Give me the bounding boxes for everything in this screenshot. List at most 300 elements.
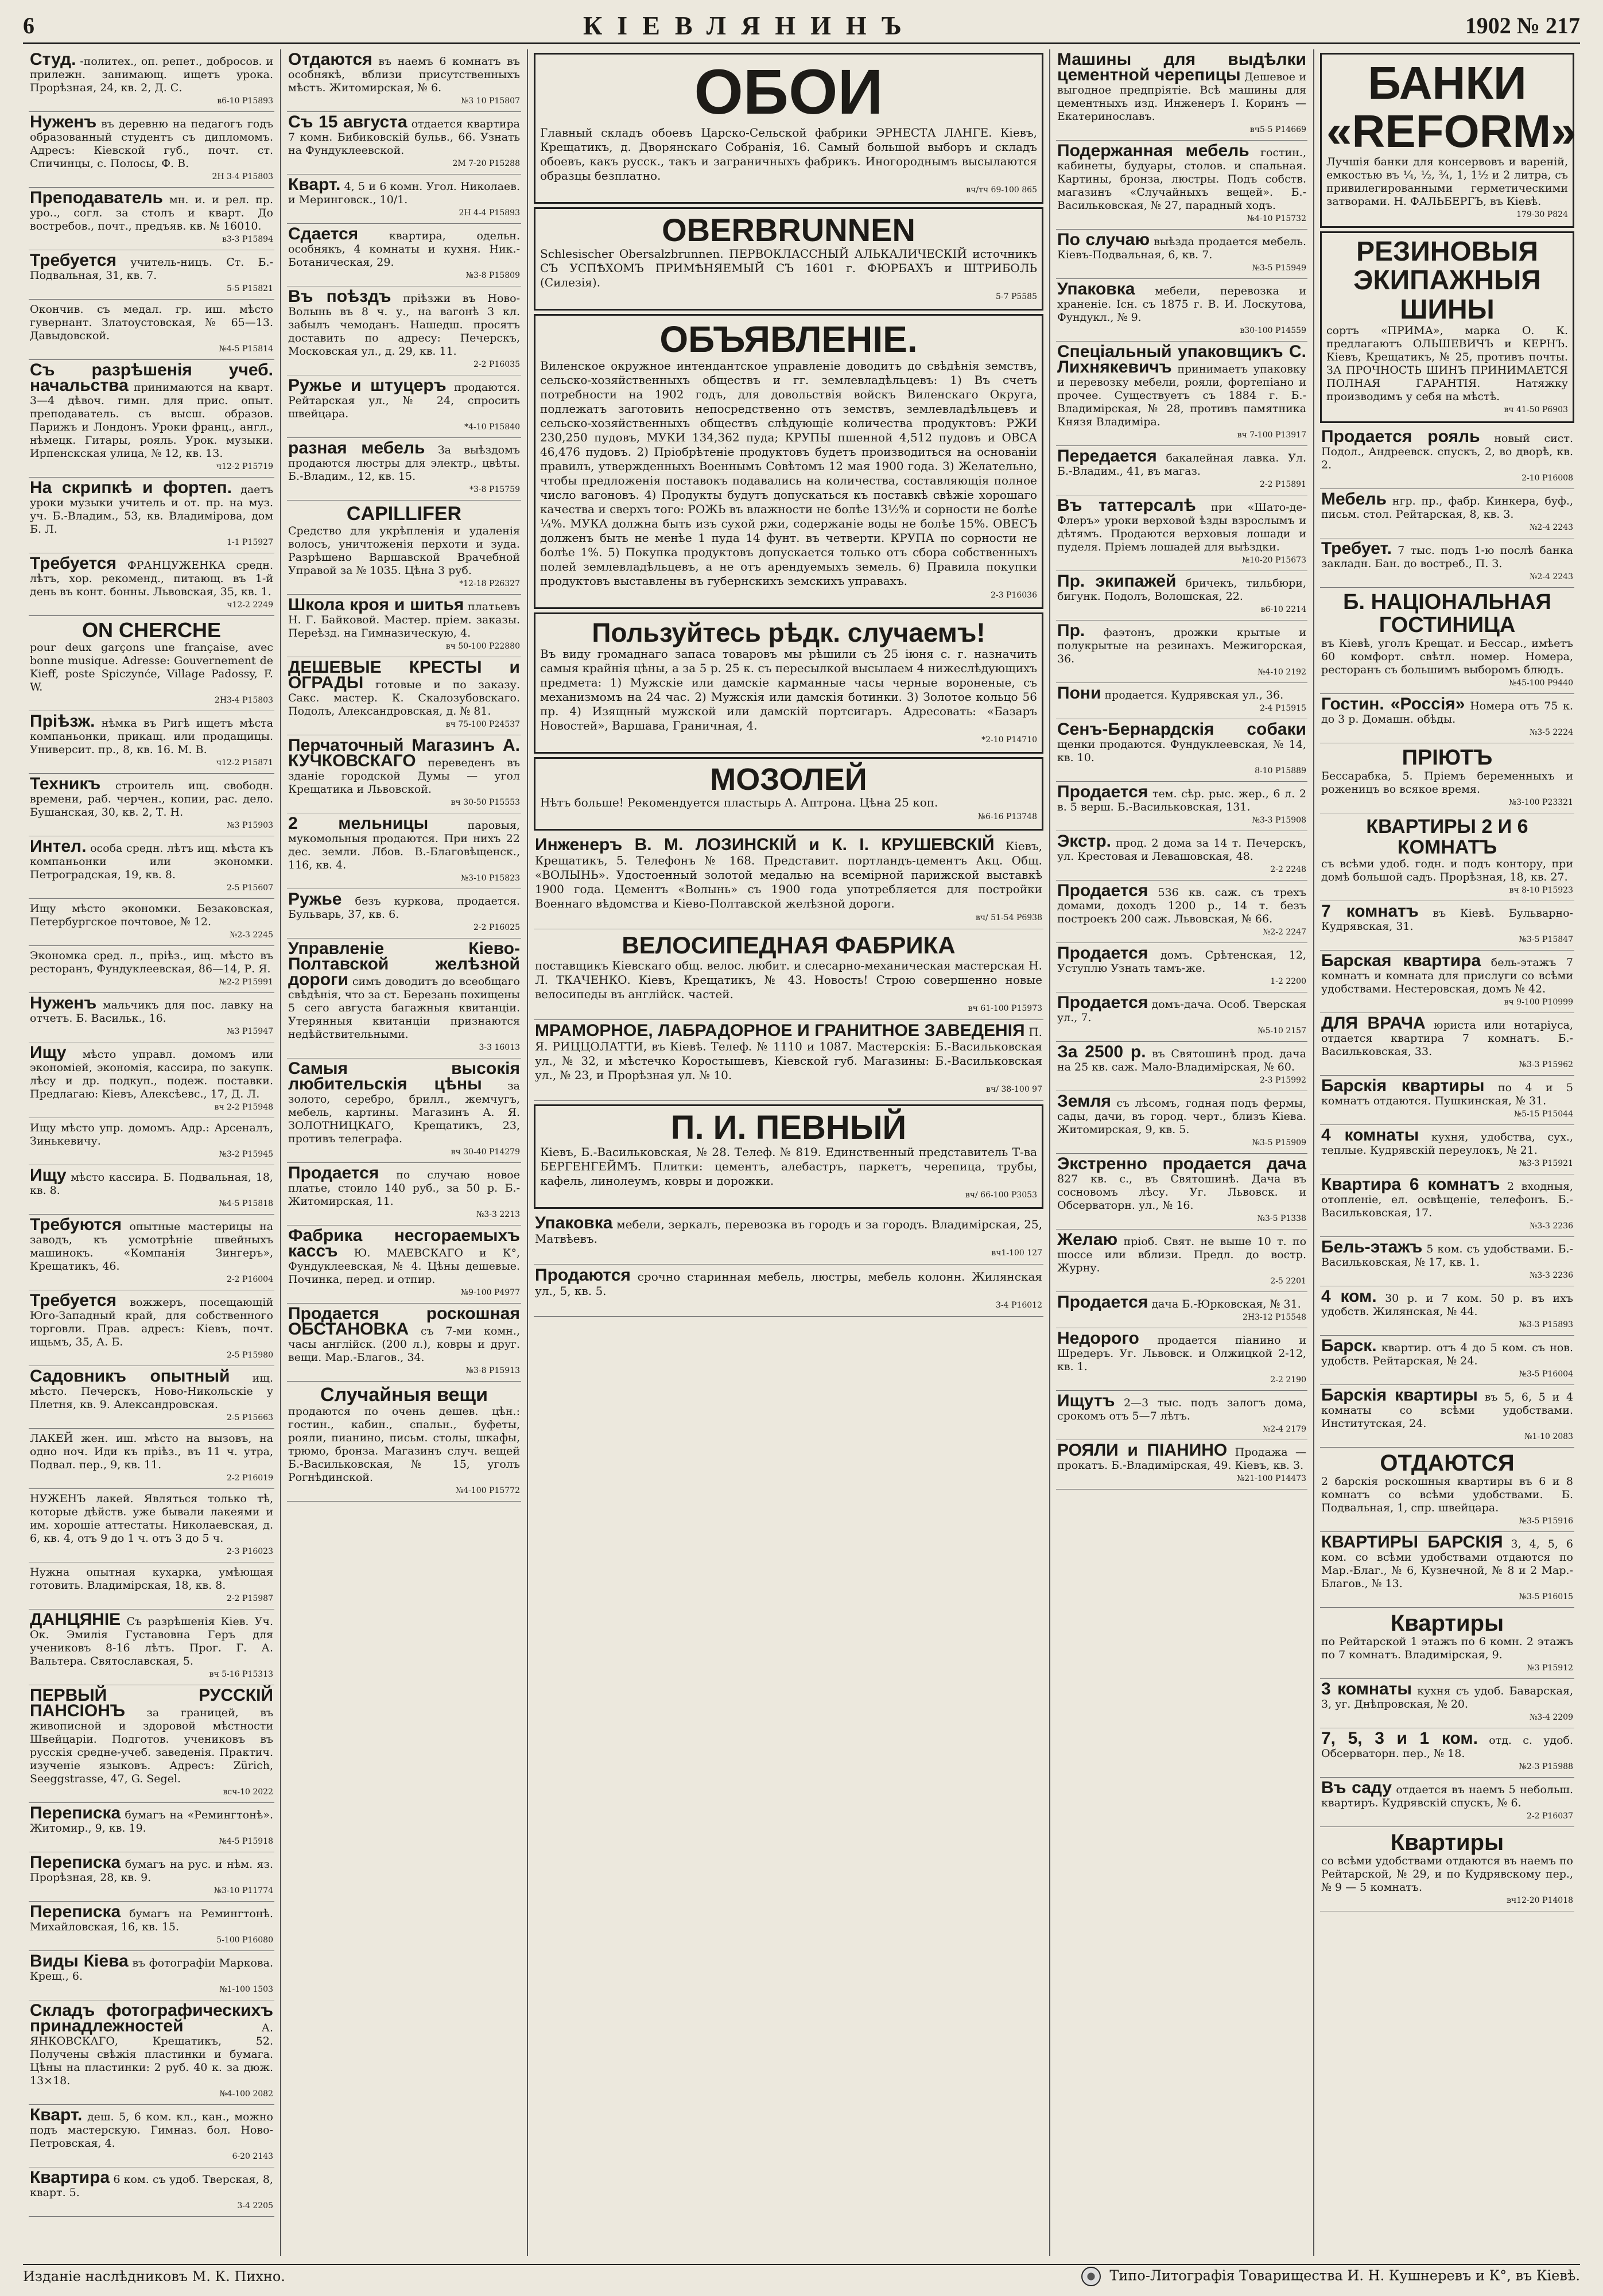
ad-headline: 4 ком.	[1321, 1287, 1377, 1306]
ad-code: №4-10 2192	[1257, 668, 1306, 677]
ad-body: мѣсто кассира. Б. Подвальная, 18, кв. 8.	[30, 1170, 274, 1197]
ad-body: Экономка сред. л., пріѣз., ищ. мѣсто въ ресторанъ, Фундуклеевская, 86—14, Р. Я.	[30, 949, 273, 975]
ad-headline: Барск.	[1321, 1336, 1377, 1356]
ad-code: вч 75-100 Р24537	[445, 719, 520, 729]
ad-body: по 4 и 5 комнатъ отдаются. Пушкинская, № 31.	[1321, 1081, 1574, 1108]
ad-code: №45-100 Р9440	[1508, 678, 1573, 688]
ad-body: платьевъ Н. Г. Байковой. Мастер. пріем. заказы. Переѣзд. на Гимназическую, 4.	[288, 600, 520, 639]
ad-code: №3-3 2236	[1530, 1271, 1573, 1281]
advertisement	[29, 2105, 274, 2167]
ad-code: вч5-5 Р14669	[1249, 125, 1306, 134]
ad-body: съ 7-ми комн., часы англійск. (200 л.), ковры и друг. вещи. Мар.-Благов., 34.	[288, 1324, 520, 1364]
ad-body: продается. Кудрявская ул., 36.	[1104, 689, 1284, 701]
ad-body: дача Б.-Юрковская, № 31.	[1151, 1298, 1301, 1310]
advertisement	[287, 112, 521, 174]
ad-code: №3-3 2236	[1530, 1221, 1573, 1231]
ad-code: ч12-2 Р15719	[216, 462, 273, 471]
advertisement	[1320, 1608, 1574, 1679]
ad-code: 3-4 2205	[237, 2201, 273, 2210]
advertisement	[287, 938, 521, 1058]
ad-body: вожжеръ, посещающій Юго-Западный край, для собственного торговли. Прав. адресъ: Кіевъ, почт. ищьмъ, 35, А. Б.	[30, 1296, 274, 1348]
advertisement	[1056, 141, 1307, 230]
ad-body: прод. 2 дома за 14 т. Печерскъ, ул. Крестовая и Левашовская, 48.	[1057, 837, 1306, 863]
advertisement	[287, 1382, 521, 1502]
ad-body: мальчикъ для пос. лавку на отчетъ. Б. Васильк., 16.	[30, 998, 273, 1025]
ad-code: 2Н3-12 Р15548	[1243, 1313, 1306, 1322]
advertisement	[287, 889, 521, 938]
ad-code: 2-3 Р16036	[991, 591, 1037, 600]
ad-code: №2-4 2243	[1530, 523, 1573, 533]
ad-headline: Продается роскошная ОБСТАНОВКА	[288, 1304, 520, 1339]
ad-body: Ищу мѣсто упр. домомъ. Адр.: Арсеналъ, Зинькевичу.	[30, 1121, 273, 1147]
ad-body: Ю. МАЕВСКАГО и К°, Фундуклеевская, № 4. Цѣны дешевые. Починка, перед. и отпир.	[288, 1246, 520, 1286]
ad-headline: Передается	[1057, 447, 1157, 466]
ad-body: готовые и по заказу. Сакс. мастер. К. Скалозубовскаго. Подолъ, Александровская, д. № 81.	[288, 678, 520, 718]
ad-body: продается піанино и Шредеръ. Уг. Львовск. и Олжицкой 2-12, кв. 1.	[1057, 1334, 1306, 1373]
advertisement	[1056, 1328, 1307, 1391]
advertisement	[534, 314, 1043, 609]
ad-headline: Продаются	[535, 1266, 631, 1285]
ad-body: 4, 5 и 6 комн. Угол. Николаев. и Меринговск., 10/1.	[288, 180, 520, 206]
ad-code: №4-5 Р15918	[219, 1836, 273, 1846]
advertisement	[29, 1609, 274, 1685]
ad-headline: разная мебель	[288, 439, 425, 457]
ad-code: 2-3 Р16023	[227, 1546, 273, 1556]
advertisement	[1056, 279, 1307, 342]
advertisement	[1320, 1679, 1574, 1728]
advertisement	[1320, 1448, 1574, 1532]
advertisement	[1320, 1385, 1574, 1448]
ad-code: *3-8 Р15759	[469, 485, 520, 494]
ad-code: *2-10 Р14710	[981, 735, 1037, 744]
advertisement	[1056, 1154, 1307, 1230]
ad-headline: ОТДАЮТСЯ	[1380, 1450, 1515, 1476]
advertisement	[29, 49, 274, 112]
ad-headline: ОБЪЯВЛЕНІЕ.	[659, 319, 918, 360]
advertisement	[29, 1429, 274, 1489]
ad-body: отд. с. удоб. Обсерваторн. пер., № 18.	[1321, 1734, 1574, 1760]
advertisement	[1056, 831, 1307, 881]
ad-body: П. Я. РИЦЦОЛАТТИ, въ Кіевѣ. Телеф. № 1110 и 1087. Мастерскія: Б.-Васильковская ул., № 32, и мѣстечко Коростышевъ, Кіевской губ. Магазины: Б.-Васильковская ул., № 23, и Прорѣзная ул. № 10.	[535, 1025, 1043, 1082]
ad-body: пріѣзжи въ Ново-Волынь въ 8 ч. у., на вагонѣ 3 кл. забылъ чемоданъ. Нашедш. просятъ доставить по адресу: Печерскъ, Московская ул., д. 29, кв. 11.	[288, 292, 520, 358]
ad-headline: Нуженъ	[30, 113, 97, 131]
ad-headline: Машины для выдѣлки цементной черепицы	[1057, 50, 1306, 84]
advertisement	[29, 1118, 274, 1165]
ad-code: в30-100 Р14559	[1240, 326, 1306, 335]
ad-body: Номера отъ 75 к. до 3 р. Домашн. обѣды.	[1321, 699, 1573, 726]
ad-headline: Бель-этажъ	[1321, 1238, 1423, 1257]
ad-body: тем. сѣр. рыс. жер., 6 л. 2 в. 5 верш. Б.-Васильковская, 131.	[1057, 788, 1306, 813]
advertisement	[1056, 683, 1307, 719]
advertisement	[29, 1489, 274, 1562]
ad-headline: Продается	[288, 1163, 379, 1182]
ad-code: №4-10 Р15732	[1247, 214, 1306, 223]
ad-body: въ фотографіи Маркова. Крещ., 6.	[30, 1956, 273, 1983]
advertisement	[1056, 1042, 1307, 1091]
ad-body: Кіевъ, Крещатикъ, 5. Телефонъ № 168. Представит. портландъ-цементъ Акц. Общ. «ВОЛЫНЬ». Удостоенный золотой медалью на всемірной парижской выставкѣ 1900 года. Цементъ «Волынь» съ 1900 года употребляется для постройки Военнаго вѣдомства и Кіево-Полтавской желѣзной дороги.	[535, 839, 1042, 911]
ad-code: всч-10 2022	[223, 1787, 273, 1797]
ad-body: мебели, перевозка и храненіе. Існ. съ 1875 г. В. И. Лоскутова, Фундукл., № 9.	[1057, 285, 1306, 324]
ad-headline: 4 комнаты	[1321, 1126, 1419, 1145]
advertisement	[1320, 1174, 1574, 1237]
ad-headline: Пользуйтесь рѣдк. случаемъ!	[592, 618, 985, 648]
advertisement	[29, 1165, 274, 1215]
ad-code: №4-100 2082	[219, 2089, 273, 2099]
ad-body: Съ разрѣшенія Кіев. Уч. Ок. Эмилія Густавовна Геръ для учениковъ 8-16 лѣтъ. Прог. Г. А. Вальтера. Святославская, 5.	[30, 1615, 273, 1667]
advertisement	[287, 595, 521, 657]
ad-body: за границей, въ живописной и здоровой мѣстности Швейцаріи. Подготов. учениковъ въ русскія средне-учеб. заведенія. Практич. изученіе языковъ. Адресъ: Zürich, Seeggstrasse, 47, G. Segel.	[30, 1706, 273, 1785]
ad-body: бричекъ, тильбюри, бигунк. Подолъ, Волошская, 22.	[1057, 577, 1306, 603]
ad-code: 1-2 2200	[1270, 977, 1306, 986]
advertisement	[287, 1225, 521, 1304]
ad-headline: Отдаются	[288, 50, 372, 69]
ad-headline: Пр. экипажей	[1057, 572, 1177, 591]
issue-number: 1902 № 217	[1465, 12, 1580, 38]
ad-code: 2-4 Р15915	[1260, 704, 1306, 713]
column-1	[23, 49, 281, 2256]
ad-headline: По случаю	[1057, 230, 1150, 249]
ad-body: бакалейная лавка. Ул. Б.-Владим., 41, въ магаз.	[1057, 452, 1306, 478]
ad-headline: Продается	[1057, 881, 1148, 900]
ad-code: №3-8 Р15913	[465, 1366, 520, 1375]
advertisement	[1320, 813, 1574, 901]
ad-code: №3 Р15903	[227, 820, 273, 830]
ad-code: 2-10 Р16008	[1522, 474, 1573, 483]
ad-code: вч/тч 69-100 865	[966, 185, 1037, 195]
ad-code: 2-5 Р15663	[227, 1413, 273, 1422]
ad-headline: МОЗОЛЕЙ	[710, 762, 867, 797]
ad-body: Нѣтъ больше! Рекомендуется пластырь А. Аптрона. Цѣна 25 коп.	[540, 796, 938, 810]
ad-code: вч 41-50 Р6903	[1504, 405, 1568, 415]
ad-body: 2 барскія роскошныя квартиры въ 6 и 8 комнатъ со всѣми удобствами. Б. Подвальная, 1, спр. швейцара.	[1321, 1475, 1573, 1515]
ad-headline: Техникъ	[30, 774, 101, 793]
ad-body: по Рейтарской 1 этажъ по 6 комн. 2 этажъ по 7 комнатъ. Владимірская, 9.	[1321, 1635, 1573, 1662]
advertisement	[1056, 230, 1307, 279]
ad-body: пріоб. Свят. не выше 10 т. по шоссе или вблизи. Предл. до востр. Журну.	[1057, 1235, 1307, 1274]
advertisement	[1320, 1237, 1574, 1286]
advertisement	[1056, 719, 1307, 782]
ad-body: НУЖЕНЪ лакей. Являться только тѣ, которые дѣйств. уже бывали лакеями и им. хорошіе аттестаты. Николаевская, д. 6, кв. 4, отъ 9 до 1 ч. отъ 3 до 5 ч.	[30, 1492, 273, 1545]
advertisement	[29, 1902, 274, 1951]
ad-code: вч 2-2 Р15948	[214, 1102, 273, 1112]
ad-body: продаются. Рейтарская ул., № 24, спросить швейцара.	[288, 381, 520, 420]
advertisement	[29, 1215, 274, 1290]
ad-body: Главный складъ обоевъ Царско-Сельской фабрики ЭРНЕСТА ЛАНГЕ. Кіевъ, Крещатикъ, д. Дворянскаго Собранія, 16. Самый большой выборъ и складъ обоевъ, какъ русск., такъ и заграничныхъ фабрикъ. Иногороднымъ высылаются образцы безплатно.	[540, 125, 1037, 183]
ad-code: 2-2 Р15891	[1260, 480, 1306, 489]
ad-headline: Случайныя вещи	[320, 1383, 488, 1406]
advertisement	[29, 993, 274, 1042]
advertisement	[29, 2000, 274, 2105]
ad-code: №4-5 Р15818	[219, 1199, 273, 1208]
ad-headline: Упаковка	[535, 1213, 613, 1233]
ad-code: вч 30-40 Р14279	[451, 1147, 520, 1157]
ad-headline: Квартиры	[1390, 1830, 1504, 1856]
ad-body: ЛАКЕЙ жен. иш. мѣсто на вызовъ, на одно ноч. Иди къ пріѣз., въ 11 ч. утра, Подвал. пер., 9, кв. 11.	[30, 1432, 273, 1471]
ad-headline: Фабрика несгораемыхъ кассъ	[288, 1225, 520, 1261]
ad-body: срочно старинная мебель, люстры, мебель колонн. Жилянская ул., 5, кв. 5.	[535, 1270, 1043, 1298]
ad-body: строитель ищ. свободн. времени, раб. черчен., копии, рас. дело. Бушанская, 30, кв. 2, Т. Н.	[30, 779, 273, 819]
ad-headline: Ищу	[30, 1042, 67, 1062]
ad-code: *12-18 Р26327	[459, 579, 520, 588]
ad-code: 2-2 2248	[1270, 865, 1306, 874]
ad-headline: Б. НАЦІОНАЛЬНАЯ ГОСТИНИЦА	[1343, 590, 1551, 638]
ad-code: №4-5 Р15814	[219, 344, 273, 354]
advertisement	[29, 478, 274, 553]
advertisement	[287, 813, 521, 889]
ad-code: 5-7 Р5585	[995, 292, 1037, 302]
printer-text: Типо-Литографія Товарищества И. Н. Кушнеревъ и К°, въ Кіевѣ.	[1109, 2267, 1580, 2284]
ad-headline: П. И. ПЕВНЫЙ	[670, 1108, 907, 1146]
advertisement	[1320, 694, 1574, 743]
ad-body: Лучшія банки для консервовъ и вареній, емкостью въ ¼, ½, ¾, 1, 1½ и 2 литра, съ привилегированными герметическими затворами. Н. ФАЛЬБЕРГЪ, въ Кіевѣ.	[1326, 156, 1568, 208]
ad-body: бель-этажъ 7 комнатъ и комната для прислуги со всѣми удобствами. Нестеровская, домъ № 42.	[1321, 956, 1573, 996]
advertisement	[1320, 231, 1574, 423]
ad-headline: Переписка	[30, 1803, 121, 1822]
ad-headline: Требуется	[30, 1290, 117, 1310]
advertisement	[287, 501, 521, 595]
advertisement	[29, 2167, 274, 2217]
advertisement	[534, 1212, 1043, 1265]
advertisement	[287, 375, 521, 438]
ad-body: особа средн. лѣтъ ищ. мѣста къ компаньонки или экономки. Петроградская, 19, кв. 8.	[30, 841, 273, 881]
ad-headline: Продается	[1057, 1293, 1148, 1312]
ad-code: 2-5 Р15980	[227, 1350, 273, 1360]
ad-headline: Требуется	[30, 554, 117, 573]
advertisement	[534, 207, 1043, 311]
advertisement	[534, 1020, 1043, 1101]
advertisement	[1320, 951, 1574, 1013]
ad-body: переведенъ въ зданіе городской Думы — угол Крещатика и Львовской.	[288, 756, 521, 796]
ad-code: 2М 7-20 Р15288	[452, 159, 520, 168]
column-3	[528, 49, 1050, 2256]
ad-body: нѣмка въ Ригѣ ищетъ мѣста компаньонки, прикащ. или продащицы. Университ. пр., 8, кв. 16. М. В.	[30, 716, 273, 756]
ad-headline: ДАНЦЯНІЕ	[30, 1609, 121, 1629]
ad-headline: МРАМОРНОЕ, ЛАБРАДОРНОЕ И ГРАНИТНОЕ ЗАВЕДЕНІЯ	[535, 1021, 1025, 1040]
ad-code: 1-1 Р15927	[227, 538, 273, 547]
ad-code: вч 61-100 Р15973	[968, 1003, 1042, 1013]
ad-headline: 7, 5, 3 и 1 ком.	[1321, 1729, 1478, 1748]
ad-body: новый сист. Подол., Андреевск. спускъ, 2, во дворѣ, кв. 2.	[1321, 432, 1574, 472]
ad-code: вч 8-10 Р15923	[1509, 886, 1573, 895]
ad-code: ч12-2 Р15871	[216, 758, 273, 767]
ad-code: №3 Р15912	[1527, 1663, 1573, 1673]
ad-body: поставщикъ Кіевскаго общ. велос. любит. и слесарно-механическая мастерская Н. Л. ТКАЧЕНКО. Кіевъ, Крещатикъ, № 43. Новость! Строю совершенно новые велосипеды въ англійск. частей.	[535, 958, 1042, 1001]
ad-headline: КВАРТИРЫ 2 И 6 КОМНАТЪ	[1366, 815, 1528, 858]
ad-code: 2-2 2190	[1270, 1375, 1306, 1384]
ad-body: Продажа — прокатъ. Б.-Владимірская, 49. Кіевъ, кв. 3.	[1057, 1446, 1306, 1472]
ad-body: въ деревню на педагогъ годъ образованный студентъ съ дипломомъ. Адресъ: Кіевской губ., почт. ст. Спичинцы, с. Полосы, Ф. В.	[30, 118, 273, 170]
ad-body: 5 ком. съ удобствами. Б.-Васильковская, № 17, кв. 1.	[1321, 1243, 1573, 1269]
advertisement	[1056, 1391, 1307, 1440]
ad-code: 3-3 16013	[479, 1042, 520, 1052]
advertisement	[1320, 1532, 1574, 1608]
ad-body: мн. и. и рел. пр. уро.., согл. за столъ и кварт. До востребов., почт., предъяв. кв. № 16010.	[30, 193, 274, 232]
ad-code: №3-3 2213	[476, 1209, 520, 1219]
ad-code: №3-5 Р16004	[1519, 1370, 1573, 1379]
ad-body: въ Кіевѣ. Бульварно-Кудрявская, 31.	[1321, 907, 1573, 933]
ad-code: №10-20 Р15673	[1241, 556, 1306, 565]
advertisement	[29, 112, 274, 188]
advertisement	[1320, 588, 1574, 694]
ad-headline: Перчаточный Магазинъ А. КУЧКОВСКАГО	[288, 735, 520, 770]
ad-code: вч/ 51-54 Р6938	[975, 913, 1042, 923]
advertisement	[287, 286, 521, 375]
ad-headline: Нуженъ	[30, 993, 97, 1013]
printer-seal-icon	[1081, 2267, 1101, 2286]
advertisement	[287, 174, 521, 224]
column-4	[1050, 49, 1314, 2256]
ad-code: №3-3 Р15908	[1252, 816, 1306, 825]
ad-code: №3-3 Р15921	[1519, 1159, 1573, 1169]
ad-code: вч12-20 Р14018	[1507, 1896, 1573, 1906]
ad-headline: ПЕРВЫЙ РУССКІЙ ПАНСІОНЪ	[30, 1685, 273, 1720]
ad-body: паровыя, мукомольныя продаются. При нихъ 22 дес. земли. Лбов. В.-Благовѣщенск., 116, кв. 4.	[288, 819, 520, 871]
ad-body: 536 кв. саж. съ трехъ домами, доходъ 1200 р., 14 т. безъ построекъ 200 саж. Львовская, № 66.	[1057, 886, 1306, 925]
ad-body: квартир. отъ 4 до 5 ком. съ нов. удобств. Рейтарская, № 24.	[1321, 1341, 1573, 1368]
ad-code: 2-2 Р15987	[227, 1593, 273, 1603]
advertisement	[287, 438, 521, 501]
ad-headline: Преподаватель	[30, 188, 163, 207]
ad-body: отдается въ наемъ 5 небольш. квартиръ. Кудрявскій спускъ, № 6.	[1321, 1783, 1574, 1810]
advertisement	[29, 1562, 274, 1609]
ad-body: Бессарабка, 5. Пріемъ беременныхъ и роженицъ во всякое время.	[1321, 769, 1573, 796]
ad-headline: Экстренно продается дача	[1057, 1154, 1306, 1173]
ad-body: деш. 5, 6 ком. кл., кан., можно подъ мастерскую. Гимназ. бол. Ново-Петровская, 4.	[30, 2110, 273, 2150]
advertisement	[1056, 1440, 1307, 1490]
ad-body: -политех., оп. репет., добросов. и прилежн. занимающ. ищетъ урока. Прорѣзная, 24, кв. 2, Д. С.	[30, 55, 273, 94]
advertisement	[1320, 1076, 1574, 1125]
ad-headline: ПРІЮТЪ	[1402, 745, 1493, 770]
ad-headline: Квартира	[30, 2167, 110, 2187]
advertisement	[1320, 1336, 1574, 1385]
ad-headline: ДЕШЕВЫЕ КРЕСТЫ и ОГРАДЫ	[288, 657, 520, 692]
ad-code: в6-10 2214	[1260, 605, 1306, 614]
advertisement	[534, 834, 1043, 929]
ad-body: кухня, удобства, сух., теплые. Кудрявскій переулокъ, № 21.	[1321, 1131, 1573, 1157]
ad-headline: CAPILLIFER	[346, 503, 462, 525]
ad-code: 2Н3-4 Р15803	[214, 695, 273, 705]
ad-code: 2-2 Р16025	[473, 922, 520, 932]
publisher-line: Изданіе наслѣдниковъ М. К. Пихно.	[23, 2268, 285, 2285]
advertisement	[534, 757, 1043, 831]
ad-code: 5-100 Р16080	[216, 1935, 273, 1945]
ad-headline: Желаю	[1057, 1230, 1118, 1249]
advertisement	[1320, 743, 1574, 813]
ad-body: выѣзда продается мебель. Кіевъ-Подвальная, 6, кв. 7.	[1057, 235, 1306, 261]
ad-code: №21-100 Р14473	[1237, 1474, 1306, 1483]
ad-headline: Переписка	[30, 1902, 121, 1921]
ad-headline: Въ саду	[1321, 1778, 1392, 1798]
ad-code: 2Н 4-4 Р15893	[459, 208, 520, 218]
ad-code: вч 7-100 Р13917	[1237, 430, 1306, 440]
ad-headline: Ищу	[30, 1165, 67, 1185]
ad-headline: Квартиры	[1390, 1611, 1504, 1636]
ad-code: №2-4 2179	[1263, 1425, 1306, 1434]
ad-headline: Экстр.	[1057, 832, 1111, 851]
ad-headline: БАНКИ «REFORM»	[1326, 57, 1577, 157]
ad-body: съ лѣсомъ, годная подъ фермы, сады, дачи, въ город. черт., близъ Кіева. Житомирская, 9, кв. 5.	[1057, 1097, 1306, 1136]
ad-headline: Пони	[1057, 684, 1101, 703]
ad-body: 6 ком. съ удоб. Тверская, 8, кварт. 5.	[30, 2173, 274, 2199]
ad-headline: КВАРТИРЫ БАРСКІЯ	[1321, 1533, 1503, 1552]
ad-headline: Съ разрѣшенія учеб. начальства	[30, 360, 273, 395]
advertisement	[29, 250, 274, 300]
ad-headline: На скрипкѣ и фортеп.	[30, 478, 232, 497]
ad-body: pour deux garçons une française, avec bonne musique. Adresse: Gouvernement de Kieff, poste Spiczynće, Village Padossy, F. W.	[30, 641, 273, 693]
ad-headline: Барскія квартиры	[1321, 1076, 1485, 1096]
ad-body: бумагъ на рус. и нѣм. яз. Прорѣзная, 28, кв. 9.	[30, 1857, 273, 1884]
ad-body: учитель-ницъ. Ст. Б.-Подвальная, 31, кв. 7.	[30, 256, 273, 282]
ad-headline: Съ 15 августа	[288, 113, 407, 131]
advertisement	[1056, 943, 1307, 992]
advertisement	[1320, 1728, 1574, 1778]
ad-body: опытные мастерицы на заводъ, къ усмотрѣніе швейныхъ машинокъ. «Компанія Зингеръ», Крещатикъ, 46.	[30, 1220, 273, 1273]
ad-body: бумагъ на Ремингтонѣ. Михайловская, 16, кв. 15.	[30, 1907, 273, 1933]
ad-code: №2-2 Р15991	[219, 977, 273, 987]
ad-headline: Студ.	[30, 50, 76, 69]
ad-headline: Сдается	[288, 224, 359, 243]
ad-headline: ВЕЛОСИПЕДНАЯ ФАБРИКА	[622, 932, 956, 959]
ad-code: вч 9-100 Р10999	[1504, 998, 1573, 1007]
advertisement	[29, 1042, 274, 1118]
ad-code: №3-3 Р15962	[1519, 1060, 1573, 1070]
ad-headline: За 2500 р.	[1057, 1042, 1146, 1061]
ad-code: №3-5 2224	[1530, 727, 1573, 737]
ad-headline: 7 комнатъ	[1321, 902, 1419, 921]
advertisement	[29, 836, 274, 899]
advertisement	[1320, 1013, 1574, 1076]
ad-body: За выѣздомъ продаются люстры для электр., цвѣты. Б.-Владим., 12, кв. 15.	[288, 444, 520, 483]
ad-body: юриста или нотаріуса, отдается квартира 7 комнатъ. Б.-Васильковская, 33.	[1321, 1019, 1573, 1058]
ad-code: №2-3 Р15988	[1519, 1762, 1573, 1772]
ad-code: №3-3 Р15893	[1519, 1320, 1573, 1330]
ad-headline: Въ поѣздъ	[288, 287, 391, 306]
ad-code: вч/ 38-100 97	[986, 1084, 1042, 1094]
ad-headline: OBERBRUNNEN	[662, 211, 915, 248]
ad-code: 2-2 Р16019	[227, 1473, 273, 1483]
ad-code: вч 30-50 Р15553	[451, 797, 520, 807]
ad-body: 3, 4, 5, 6 ком. со всѣми удобствами отдаются по Мар.-Благ., № 6, Кузнечной, № 8 и 2 Мар.-Благов., № 13.	[1321, 1538, 1573, 1591]
ad-headline: ON CHERCHE	[81, 618, 221, 642]
ad-code: 2-5 2201	[1270, 1277, 1306, 1286]
ad-headline: Гостин. «Россія»	[1321, 694, 1465, 713]
ad-headline: Кварт.	[288, 175, 341, 194]
ad-headline: Школа кроя и шитья	[288, 595, 464, 614]
ad-headline: Подержанная мебель	[1057, 141, 1249, 160]
ad-code: №3-2 Р15945	[219, 1149, 273, 1159]
ad-code: №3-5 Р15949	[1252, 263, 1306, 273]
ad-body: Въ виду громаднаго запаса товаровъ мы рѣшили съ 25 іюня с. г. назначить самыя крайнія цѣны, а за 5 р. 25 к. съ пересылкой высылаем 4 нижеслѣдующихъ предмета: 1) Мужскіе или дамскіе карманные часы черные вороненые, съ механизмомъ на 24 час. 2) Мужскія или дамскія ботинки. 3) Золотое кольцо 56 пр. 4) Изящный мужской или дамскій портсигаръ. Адресовать: «Базаръ Новостей», Варшава, Граничная, 4.	[540, 646, 1037, 732]
ad-body: Дешевое и выгодное предпріятіе. Всѣ машины для цементныхъ изд. Инженеръ І. Коринъ — Екатеринославъ.	[1057, 71, 1306, 123]
ad-headline: Мебель	[1321, 490, 1387, 509]
ad-code: №1-10 2083	[1524, 1432, 1573, 1442]
ad-headline: Инженеръ В. М. ЛОЗИНСКІЙ и К. І. КРУШЕВСКІЙ	[535, 835, 995, 855]
advertisement	[29, 946, 274, 993]
ad-headline: 2 мельницы	[288, 813, 429, 833]
ad-code: №3-4 2209	[1530, 1713, 1573, 1723]
ad-headline: Самыя высокія любительскія цѣны	[288, 1058, 520, 1093]
advertisement	[1056, 620, 1307, 683]
ad-code: вч1-100 127	[991, 1248, 1042, 1258]
ad-body: 2—3 тыс. подъ залогъ дома, срокомъ отъ 5—7 лѣтъ.	[1057, 1397, 1306, 1422]
ad-code: ч12-2 2249	[227, 600, 273, 610]
advertisement	[1320, 1286, 1574, 1336]
ad-body: 7 тыс. подъ 1-ю послѣ банка закладн. Бан. до востреб., П. З.	[1321, 544, 1573, 571]
ad-code: №6-16 Р13748	[977, 812, 1037, 822]
advertisement	[1056, 782, 1307, 831]
ad-headline: Земля	[1057, 1092, 1111, 1111]
ad-code: №5-15 Р15044	[1513, 1110, 1573, 1119]
